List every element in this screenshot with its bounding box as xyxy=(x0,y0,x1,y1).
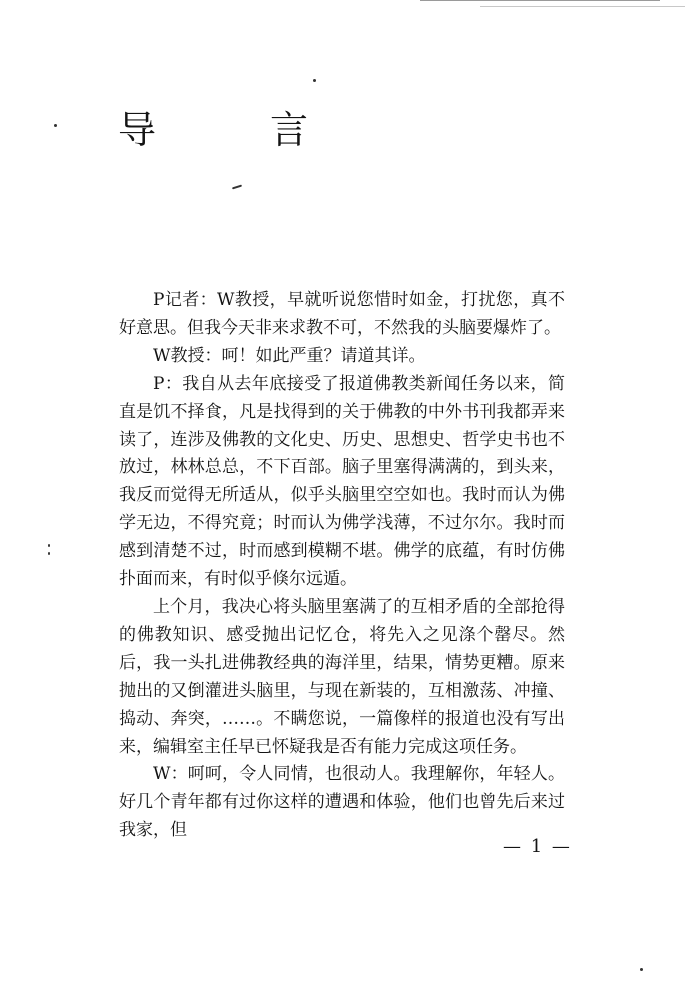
chapter-heading xyxy=(118,106,308,154)
body-text xyxy=(119,287,565,845)
chapter-heading-char: 言 xyxy=(269,108,308,152)
dialogue-paragraph: 上个月，我决心将头脑里塞满了的互相矛盾的全部抢得的佛教知识、感受抛出记忆仓，将先入之见涤个罄尽。然后，我一头扎进佛教经典的海洋里，结果，情势更糟。原来抛出的又倒灌进头脑里，与现在新装的，互相激荡、冲撞、捣动、奔突，……。不瞒您说，一篇像样的报道也没有写出来，编辑室主任早已怀疑我是否有能力完成这项任务。 xyxy=(119,596,565,757)
dialogue-paragraph: P记者：W教授，早就听说您惜时如金，打扰您，真不好意思。但我今天非来求教不可，不然我的头脑要爆炸了。 xyxy=(119,290,565,338)
scan-edge-line xyxy=(480,6,685,7)
scan-speck xyxy=(640,968,643,971)
dialogue-paragraph: W：呵呵，令人同情，也很动人。我理解你，年轻人。好几个青年都有过你这样的遭遇和体验，他们也曾先后来过我家，但 xyxy=(119,764,565,841)
scan-speck xyxy=(48,552,50,555)
scan-speck xyxy=(54,124,57,127)
scan-speck xyxy=(48,544,50,547)
page-number: — 1 — xyxy=(503,836,572,857)
dialogue-paragraph: W教授：呵！如此严重？请道其详。 xyxy=(153,345,426,366)
scan-speck xyxy=(313,79,316,82)
dialogue-paragraph: P：我自从去年底接受了报道佛教类新闻任务以来，简直是饥不择食，凡是找得到的关于佛教的中外书刊我都弄来读了，连涉及佛教的文化史、历史、思想史、哲学史书也不放过，林林总总，不下百部。脑子里塞得满满的，到头来，我反而觉得无所适从，似乎头脑里空空如也。我时而认为佛学无边，不得究竟；时而认为佛学浅薄，不过尔尔。我时而感到清楚不过，时而感到模糊不堪。佛学的底蕴，有时仿佛扑面而来，有时似乎倏尔远遁。 xyxy=(119,373,565,590)
scan-edge-line xyxy=(420,0,660,1)
scan-speck xyxy=(232,185,242,190)
chapter-heading-char: 导 xyxy=(118,108,157,152)
